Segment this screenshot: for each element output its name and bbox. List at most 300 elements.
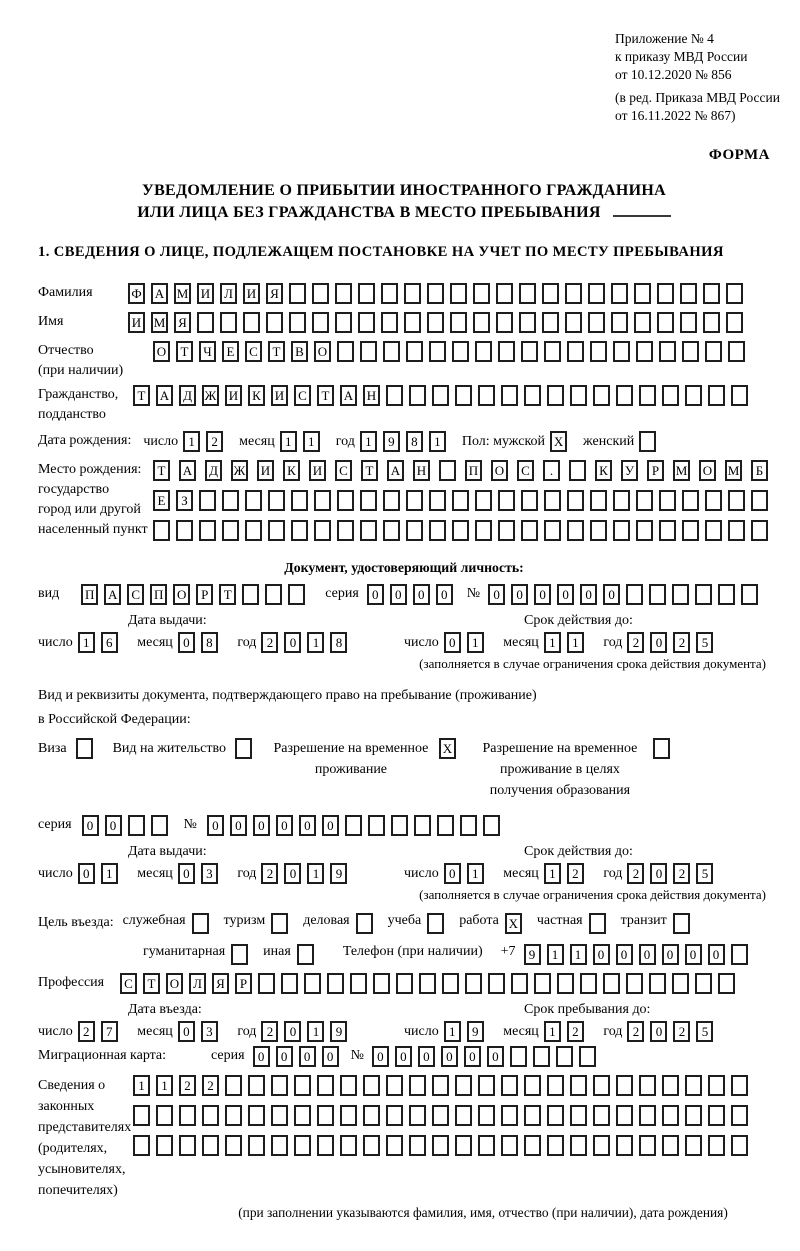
char-box[interactable] [580, 973, 597, 994]
char-box[interactable] [524, 385, 541, 406]
char-box[interactable]: 2 [673, 863, 690, 884]
char-box[interactable]: 0 [436, 584, 453, 605]
char-box[interactable] [358, 283, 375, 304]
visa-checkbox[interactable] [76, 738, 99, 759]
char-box[interactable] [498, 520, 515, 541]
char-box[interactable]: А [151, 283, 168, 304]
char-box[interactable] [680, 312, 697, 333]
char-box[interactable] [383, 341, 400, 362]
char-box[interactable] [659, 341, 676, 362]
char-box[interactable] [616, 1075, 633, 1096]
char-box[interactable] [429, 341, 446, 362]
char-box[interactable] [639, 385, 656, 406]
char-box[interactable]: Т [361, 460, 378, 481]
char-box[interactable] [455, 1135, 472, 1156]
char-box[interactable] [151, 815, 168, 836]
char-box[interactable]: 1 [544, 1021, 561, 1042]
char-box[interactable]: 0 [284, 863, 301, 884]
surname-input[interactable] [128, 283, 749, 304]
char-box[interactable] [588, 312, 605, 333]
char-box[interactable] [695, 584, 712, 605]
char-box[interactable]: 0 [441, 1046, 458, 1067]
char-box[interactable] [478, 1135, 495, 1156]
char-box[interactable] [133, 1135, 150, 1156]
char-box[interactable] [427, 312, 444, 333]
representatives-line-2[interactable] [133, 1105, 754, 1126]
migration-number-input[interactable] [372, 1046, 602, 1067]
char-box[interactable]: X [550, 431, 567, 452]
purpose-tourism-checkbox[interactable] [271, 913, 294, 934]
char-box[interactable] [465, 973, 482, 994]
migration-seriya-input[interactable] [253, 1046, 345, 1067]
char-box[interactable] [731, 1135, 748, 1156]
purpose-work-checkbox[interactable] [505, 913, 528, 934]
char-box[interactable] [544, 490, 561, 511]
char-box[interactable]: 1 [156, 1075, 173, 1096]
char-box[interactable] [356, 913, 373, 934]
birthplace-line-3[interactable] [153, 520, 777, 541]
permit-number-input[interactable] [207, 815, 506, 836]
char-box[interactable] [360, 520, 377, 541]
char-box[interactable] [437, 815, 454, 836]
identity-valid-month[interactable] [544, 632, 590, 653]
char-box[interactable]: 0 [230, 815, 247, 836]
char-box[interactable]: С [245, 341, 262, 362]
char-box[interactable] [498, 341, 515, 362]
char-box[interactable] [340, 1075, 357, 1096]
char-box[interactable] [414, 815, 431, 836]
char-box[interactable]: 0 [207, 815, 224, 836]
char-box[interactable] [673, 913, 690, 934]
char-box[interactable] [373, 973, 390, 994]
char-box[interactable]: 0 [105, 815, 122, 836]
char-box[interactable] [317, 1075, 334, 1096]
char-box[interactable] [225, 1105, 242, 1126]
char-box[interactable] [639, 1075, 656, 1096]
char-box[interactable]: О [153, 341, 170, 362]
char-box[interactable]: 1 [544, 632, 561, 653]
char-box[interactable]: 0 [685, 944, 702, 965]
char-box[interactable] [450, 312, 467, 333]
char-box[interactable]: X [505, 913, 522, 934]
char-box[interactable]: Р [235, 973, 252, 994]
char-box[interactable] [728, 520, 745, 541]
char-box[interactable] [450, 283, 467, 304]
char-box[interactable]: А [104, 584, 121, 605]
char-box[interactable]: 0 [413, 584, 430, 605]
char-box[interactable] [636, 520, 653, 541]
char-box[interactable] [613, 341, 630, 362]
char-box[interactable] [649, 584, 666, 605]
char-box[interactable]: 2 [261, 863, 278, 884]
char-box[interactable]: 0 [299, 815, 316, 836]
char-box[interactable] [731, 1075, 748, 1096]
char-box[interactable]: Р [647, 460, 664, 481]
char-box[interactable] [202, 1105, 219, 1126]
char-box[interactable] [703, 312, 720, 333]
char-box[interactable] [705, 520, 722, 541]
entry-day[interactable] [78, 1021, 124, 1042]
char-box[interactable] [455, 1105, 472, 1126]
char-box[interactable]: 0 [276, 1046, 293, 1067]
char-box[interactable] [452, 520, 469, 541]
char-box[interactable]: Б [751, 460, 768, 481]
char-box[interactable] [616, 1135, 633, 1156]
char-box[interactable] [153, 520, 170, 541]
char-box[interactable] [649, 973, 666, 994]
char-box[interactable] [245, 520, 262, 541]
char-box[interactable] [685, 1075, 702, 1096]
char-box[interactable] [639, 1135, 656, 1156]
char-box[interactable] [429, 490, 446, 511]
char-box[interactable]: И [271, 385, 288, 406]
char-box[interactable] [243, 312, 260, 333]
char-box[interactable] [289, 283, 306, 304]
char-box[interactable] [304, 973, 321, 994]
char-box[interactable]: 1 [78, 632, 95, 653]
char-box[interactable]: 0 [511, 584, 528, 605]
char-box[interactable] [557, 973, 574, 994]
char-box[interactable]: 1 [547, 944, 564, 965]
char-box[interactable] [662, 1105, 679, 1126]
char-box[interactable] [544, 520, 561, 541]
stay-month[interactable] [544, 1021, 590, 1042]
char-box[interactable] [360, 341, 377, 362]
char-box[interactable] [386, 1105, 403, 1126]
char-box[interactable] [271, 1105, 288, 1126]
char-box[interactable]: 8 [330, 632, 347, 653]
char-box[interactable] [222, 490, 239, 511]
char-box[interactable] [225, 1075, 242, 1096]
char-box[interactable] [291, 520, 308, 541]
char-box[interactable]: Л [189, 973, 206, 994]
char-box[interactable]: К [248, 385, 265, 406]
char-box[interactable] [705, 490, 722, 511]
char-box[interactable]: 0 [82, 815, 99, 836]
char-box[interactable] [616, 1105, 633, 1126]
char-box[interactable]: 5 [696, 1021, 713, 1042]
char-box[interactable] [199, 490, 216, 511]
char-box[interactable]: 1 [280, 431, 297, 452]
identity-issue-day[interactable] [78, 632, 124, 653]
purpose-commercial-checkbox[interactable] [356, 913, 379, 934]
char-box[interactable]: 0 [464, 1046, 481, 1067]
char-box[interactable] [327, 973, 344, 994]
char-box[interactable] [288, 584, 305, 605]
char-box[interactable] [544, 341, 561, 362]
purpose-other-checkbox[interactable] [297, 944, 320, 965]
char-box[interactable] [680, 283, 697, 304]
char-box[interactable] [478, 1105, 495, 1126]
stay-day[interactable] [444, 1021, 490, 1042]
char-box[interactable]: 2 [673, 632, 690, 653]
char-box[interactable] [636, 490, 653, 511]
char-box[interactable]: 0 [488, 584, 505, 605]
char-box[interactable] [510, 1046, 527, 1067]
char-box[interactable]: Ж [231, 460, 248, 481]
char-box[interactable] [685, 1135, 702, 1156]
identity-issue-year[interactable] [261, 632, 353, 653]
char-box[interactable] [179, 1105, 196, 1126]
char-box[interactable] [271, 1075, 288, 1096]
char-box[interactable]: 1 [133, 1075, 150, 1096]
char-box[interactable] [570, 1075, 587, 1096]
char-box[interactable]: 1 [307, 863, 324, 884]
char-box[interactable] [589, 913, 606, 934]
char-box[interactable] [335, 283, 352, 304]
char-box[interactable]: Т [143, 973, 160, 994]
char-box[interactable] [659, 490, 676, 511]
char-box[interactable] [547, 1135, 564, 1156]
char-box[interactable] [192, 913, 209, 934]
char-box[interactable] [519, 283, 536, 304]
char-box[interactable]: 0 [178, 1021, 195, 1042]
char-box[interactable] [429, 520, 446, 541]
char-box[interactable] [363, 1105, 380, 1126]
char-box[interactable]: П [81, 584, 98, 605]
char-box[interactable] [626, 973, 643, 994]
char-box[interactable]: 0 [650, 632, 667, 653]
phone-input[interactable] [524, 944, 754, 965]
name-input[interactable] [128, 312, 749, 333]
char-box[interactable] [565, 312, 582, 333]
char-box[interactable] [590, 490, 607, 511]
char-box[interactable]: 0 [253, 815, 270, 836]
char-box[interactable]: М [673, 460, 690, 481]
char-box[interactable] [662, 1075, 679, 1096]
char-box[interactable]: И [197, 283, 214, 304]
char-box[interactable] [197, 312, 214, 333]
char-box[interactable]: И [243, 283, 260, 304]
char-box[interactable] [432, 1105, 449, 1126]
char-box[interactable] [363, 1075, 380, 1096]
char-box[interactable] [231, 944, 248, 965]
char-box[interactable]: Е [153, 490, 170, 511]
citizenship-input[interactable] [133, 385, 754, 406]
char-box[interactable]: 0 [178, 632, 195, 653]
char-box[interactable] [718, 584, 735, 605]
char-box[interactable] [708, 385, 725, 406]
representatives-line-1[interactable] [133, 1075, 754, 1096]
char-box[interactable]: В [291, 341, 308, 362]
char-box[interactable] [569, 460, 586, 481]
char-box[interactable]: 0 [322, 815, 339, 836]
char-box[interactable]: 7 [101, 1021, 118, 1042]
char-box[interactable] [547, 385, 564, 406]
char-box[interactable] [360, 490, 377, 511]
char-box[interactable] [478, 385, 495, 406]
char-box[interactable]: 0 [418, 1046, 435, 1067]
char-box[interactable] [202, 1135, 219, 1156]
char-box[interactable] [358, 312, 375, 333]
char-box[interactable]: 1 [570, 944, 587, 965]
char-box[interactable] [383, 520, 400, 541]
char-box[interactable]: 2 [627, 1021, 644, 1042]
char-box[interactable] [475, 341, 492, 362]
char-box[interactable] [133, 1105, 150, 1126]
char-box[interactable] [291, 490, 308, 511]
char-box[interactable]: 9 [524, 944, 541, 965]
char-box[interactable] [534, 973, 551, 994]
char-box[interactable] [496, 283, 513, 304]
permit-valid-year[interactable] [627, 863, 719, 884]
char-box[interactable] [682, 341, 699, 362]
char-box[interactable] [156, 1135, 173, 1156]
char-box[interactable] [242, 584, 259, 605]
char-box[interactable]: 9 [330, 863, 347, 884]
char-box[interactable]: Т [317, 385, 334, 406]
char-box[interactable]: 1 [360, 431, 377, 452]
char-box[interactable] [657, 283, 674, 304]
char-box[interactable] [317, 1135, 334, 1156]
education-residence-checkbox[interactable] [653, 738, 676, 759]
char-box[interactable] [156, 1105, 173, 1126]
char-box[interactable] [703, 283, 720, 304]
char-box[interactable]: 0 [708, 944, 725, 965]
char-box[interactable]: 0 [593, 944, 610, 965]
char-box[interactable]: О [314, 341, 331, 362]
char-box[interactable] [337, 341, 354, 362]
char-box[interactable]: 9 [467, 1021, 484, 1042]
char-box[interactable] [685, 1105, 702, 1126]
char-box[interactable] [335, 312, 352, 333]
char-box[interactable] [455, 385, 472, 406]
char-box[interactable]: И [257, 460, 274, 481]
char-box[interactable]: Д [205, 460, 222, 481]
char-box[interactable]: X [439, 738, 456, 759]
char-box[interactable] [460, 815, 477, 836]
char-box[interactable] [501, 1075, 518, 1096]
char-box[interactable] [626, 584, 643, 605]
char-box[interactable]: 3 [201, 863, 218, 884]
char-box[interactable]: 2 [202, 1075, 219, 1096]
doc-number-input[interactable] [488, 584, 764, 605]
char-box[interactable] [579, 1046, 596, 1067]
char-box[interactable]: Т [219, 584, 236, 605]
permit-issue-month[interactable] [178, 863, 224, 884]
purpose-humanitarian-checkbox[interactable] [231, 944, 254, 965]
char-box[interactable] [672, 973, 689, 994]
char-box[interactable] [588, 283, 605, 304]
char-box[interactable] [439, 460, 456, 481]
char-box[interactable]: 0 [395, 1046, 412, 1067]
char-box[interactable]: 1 [467, 632, 484, 653]
char-box[interactable]: 0 [650, 863, 667, 884]
char-box[interactable] [248, 1075, 265, 1096]
char-box[interactable] [593, 1135, 610, 1156]
char-box[interactable]: 8 [201, 632, 218, 653]
char-box[interactable]: 9 [330, 1021, 347, 1042]
char-box[interactable] [427, 283, 444, 304]
char-box[interactable] [567, 520, 584, 541]
char-box[interactable] [662, 385, 679, 406]
char-box[interactable] [432, 1135, 449, 1156]
char-box[interactable]: Т [176, 341, 193, 362]
char-box[interactable] [404, 312, 421, 333]
char-box[interactable] [337, 520, 354, 541]
char-box[interactable] [672, 584, 689, 605]
char-box[interactable]: К [283, 460, 300, 481]
char-box[interactable] [312, 283, 329, 304]
char-box[interactable] [222, 520, 239, 541]
char-box[interactable] [488, 973, 505, 994]
char-box[interactable] [391, 815, 408, 836]
char-box[interactable]: 0 [580, 584, 597, 605]
char-box[interactable] [350, 973, 367, 994]
char-box[interactable]: Н [413, 460, 430, 481]
entry-month[interactable] [178, 1021, 224, 1042]
char-box[interactable] [266, 312, 283, 333]
char-box[interactable]: 0 [367, 584, 384, 605]
char-box[interactable]: М [725, 460, 742, 481]
char-box[interactable]: 0 [444, 863, 461, 884]
birthplace-line-1[interactable] [153, 460, 777, 481]
char-box[interactable] [312, 312, 329, 333]
char-box[interactable] [501, 385, 518, 406]
temp-residence-checkbox[interactable] [439, 738, 462, 759]
permit-issue-day[interactable] [78, 863, 124, 884]
char-box[interactable] [521, 520, 538, 541]
char-box[interactable] [235, 738, 252, 759]
char-box[interactable] [751, 520, 768, 541]
char-box[interactable]: Я [266, 283, 283, 304]
char-box[interactable] [682, 490, 699, 511]
char-box[interactable]: С [335, 460, 352, 481]
char-box[interactable] [567, 490, 584, 511]
char-box[interactable]: З [176, 490, 193, 511]
char-box[interactable] [542, 283, 559, 304]
sex-male-checkbox[interactable] [550, 431, 573, 452]
char-box[interactable] [245, 490, 262, 511]
char-box[interactable]: О [491, 460, 508, 481]
char-box[interactable]: 0 [603, 584, 620, 605]
char-box[interactable] [363, 1135, 380, 1156]
char-box[interactable]: Т [153, 460, 170, 481]
char-box[interactable] [179, 1135, 196, 1156]
char-box[interactable] [524, 1105, 541, 1126]
char-box[interactable] [381, 283, 398, 304]
char-box[interactable] [731, 1105, 748, 1126]
patronymic-input[interactable] [153, 341, 751, 362]
char-box[interactable]: 0 [253, 1046, 270, 1067]
char-box[interactable] [731, 385, 748, 406]
char-box[interactable] [653, 738, 670, 759]
char-box[interactable]: 0 [534, 584, 551, 605]
char-box[interactable] [498, 490, 515, 511]
char-box[interactable]: Л [220, 283, 237, 304]
char-box[interactable]: Ж [202, 385, 219, 406]
char-box[interactable] [662, 1135, 679, 1156]
char-box[interactable] [741, 584, 758, 605]
char-box[interactable] [547, 1075, 564, 1096]
char-box[interactable]: 1 [101, 863, 118, 884]
char-box[interactable] [593, 385, 610, 406]
char-box[interactable] [381, 312, 398, 333]
stay-year[interactable] [627, 1021, 719, 1042]
char-box[interactable]: 5 [696, 632, 713, 653]
char-box[interactable]: И [309, 460, 326, 481]
char-box[interactable] [634, 312, 651, 333]
purpose-business-checkbox[interactable] [192, 913, 215, 934]
char-box[interactable] [406, 341, 423, 362]
char-box[interactable]: О [173, 584, 190, 605]
char-box[interactable]: Я [212, 973, 229, 994]
char-box[interactable] [478, 1075, 495, 1096]
char-box[interactable] [613, 490, 630, 511]
char-box[interactable] [404, 283, 421, 304]
char-box[interactable]: 2 [261, 1021, 278, 1042]
identity-valid-year[interactable] [627, 632, 719, 653]
